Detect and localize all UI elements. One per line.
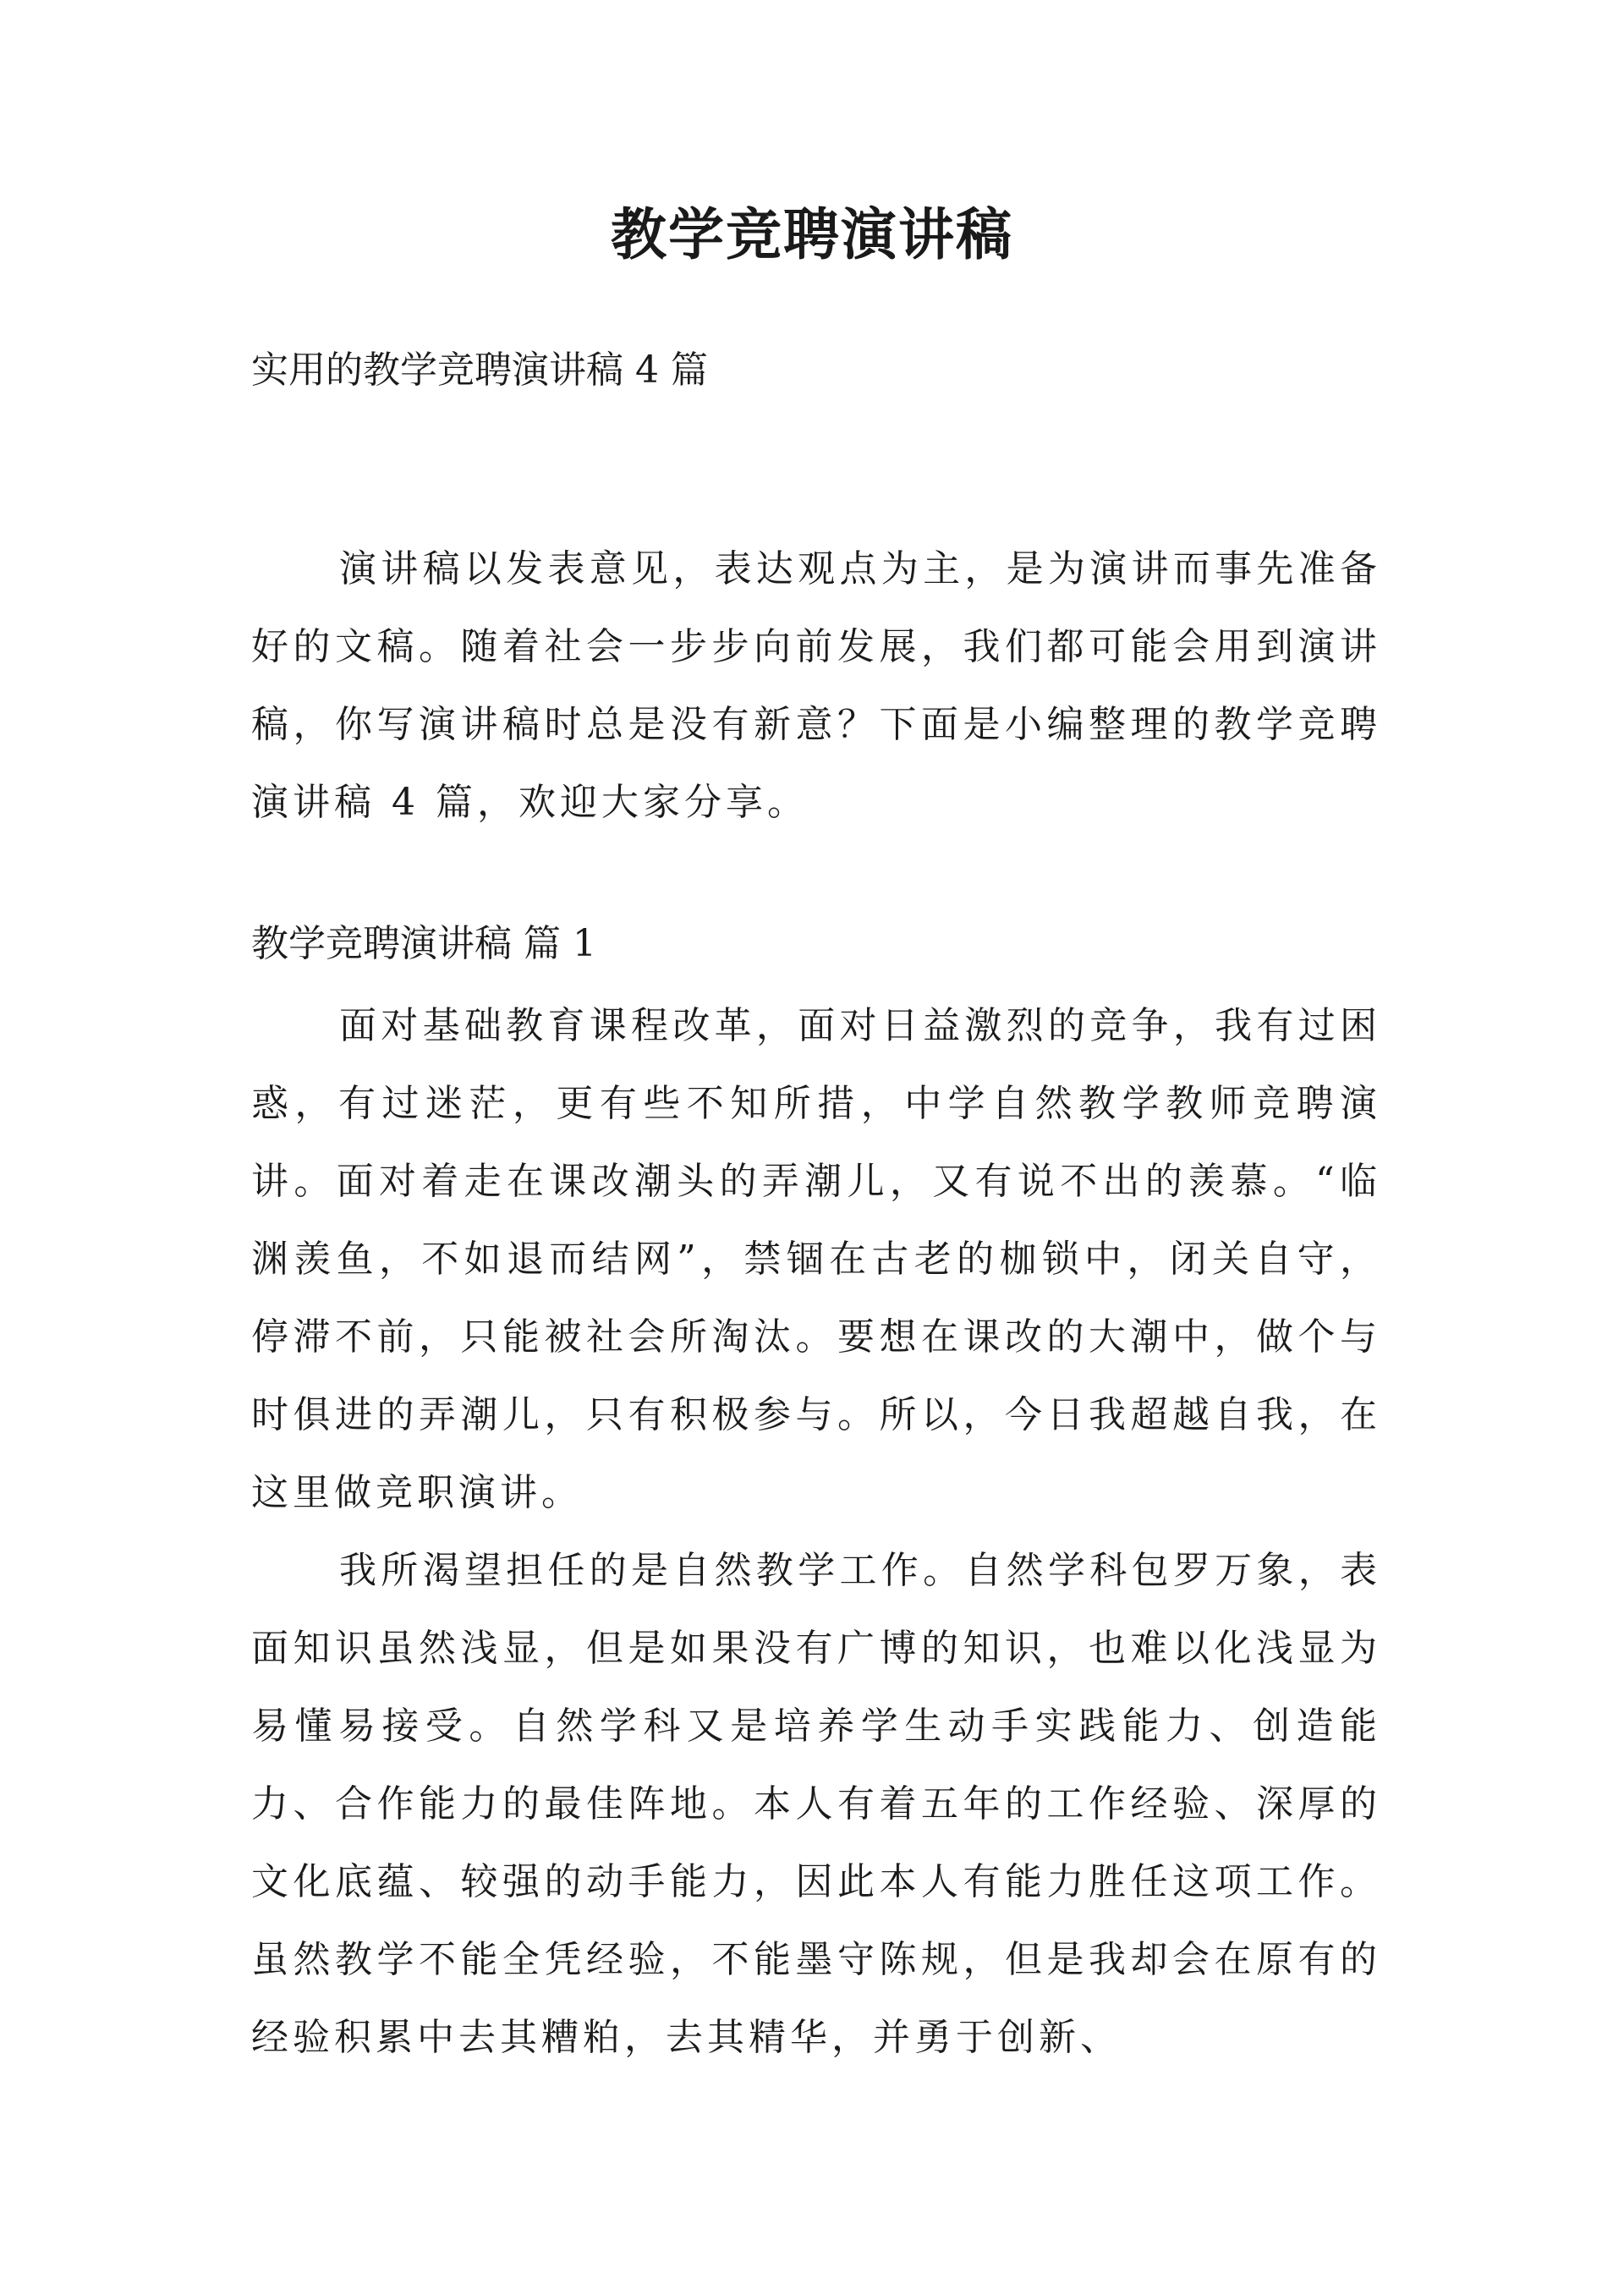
document-subtitle: 实用的教学竞聘演讲稿 4 篇 bbox=[251, 349, 708, 392]
section-heading: 教学竞聘演讲稿 篇 1 bbox=[251, 922, 596, 965]
body-paragraph: 面对基础教育课程改革，面对日益激烈的竞争，我有过困惑，有过迷茫，更有些不知所措，中学自然教学教师竞聘演讲。面对着走在课改潮头的弄潮儿，又有说不出的羡慕。“临渊羡鱼，不如退而结网”，禁锢在古老的枷锁中，闭关自守，停滞不前，只能被社会所淘汰。要想在课改的大潮中，做个与时俱进的弄潮儿，只有积极参与。所以，今日我超越自我，在这里做竞职演讲。 bbox=[251, 1004, 1381, 1514]
intro-paragraph: 演讲稿以发表意见，表达观点为主，是为演讲而事先准备好的文稿。随着社会一步步向前发展，我们都可能会用到演讲稿，你写演讲稿时总是没有新意？下面是小编整理的教学竞聘演讲稿 4 篇，欢迎大家分享。 bbox=[251, 547, 1381, 824]
body-paragraph: 我所渴望担任的是自然教学工作。自然学科包罗万象，表面知识虽然浅显，但是如果没有广博的知识，也难以化浅显为易懂易接受。自然学科又是培养学生动手实践能力、创造能力、合作能力的最佳阵地。本人有着五年的工作经验、深厚的文化底蕴、较强的动手能力，因此本人有能力胜任这项工作。虽然教学不能全凭经验，不能墨守陈规，但是我却会在原有的经验积累中去其糟粕，去其精华，并勇于创新、 bbox=[251, 1549, 1381, 2059]
document-title: 教学竞聘演讲稿 bbox=[611, 201, 1013, 267]
